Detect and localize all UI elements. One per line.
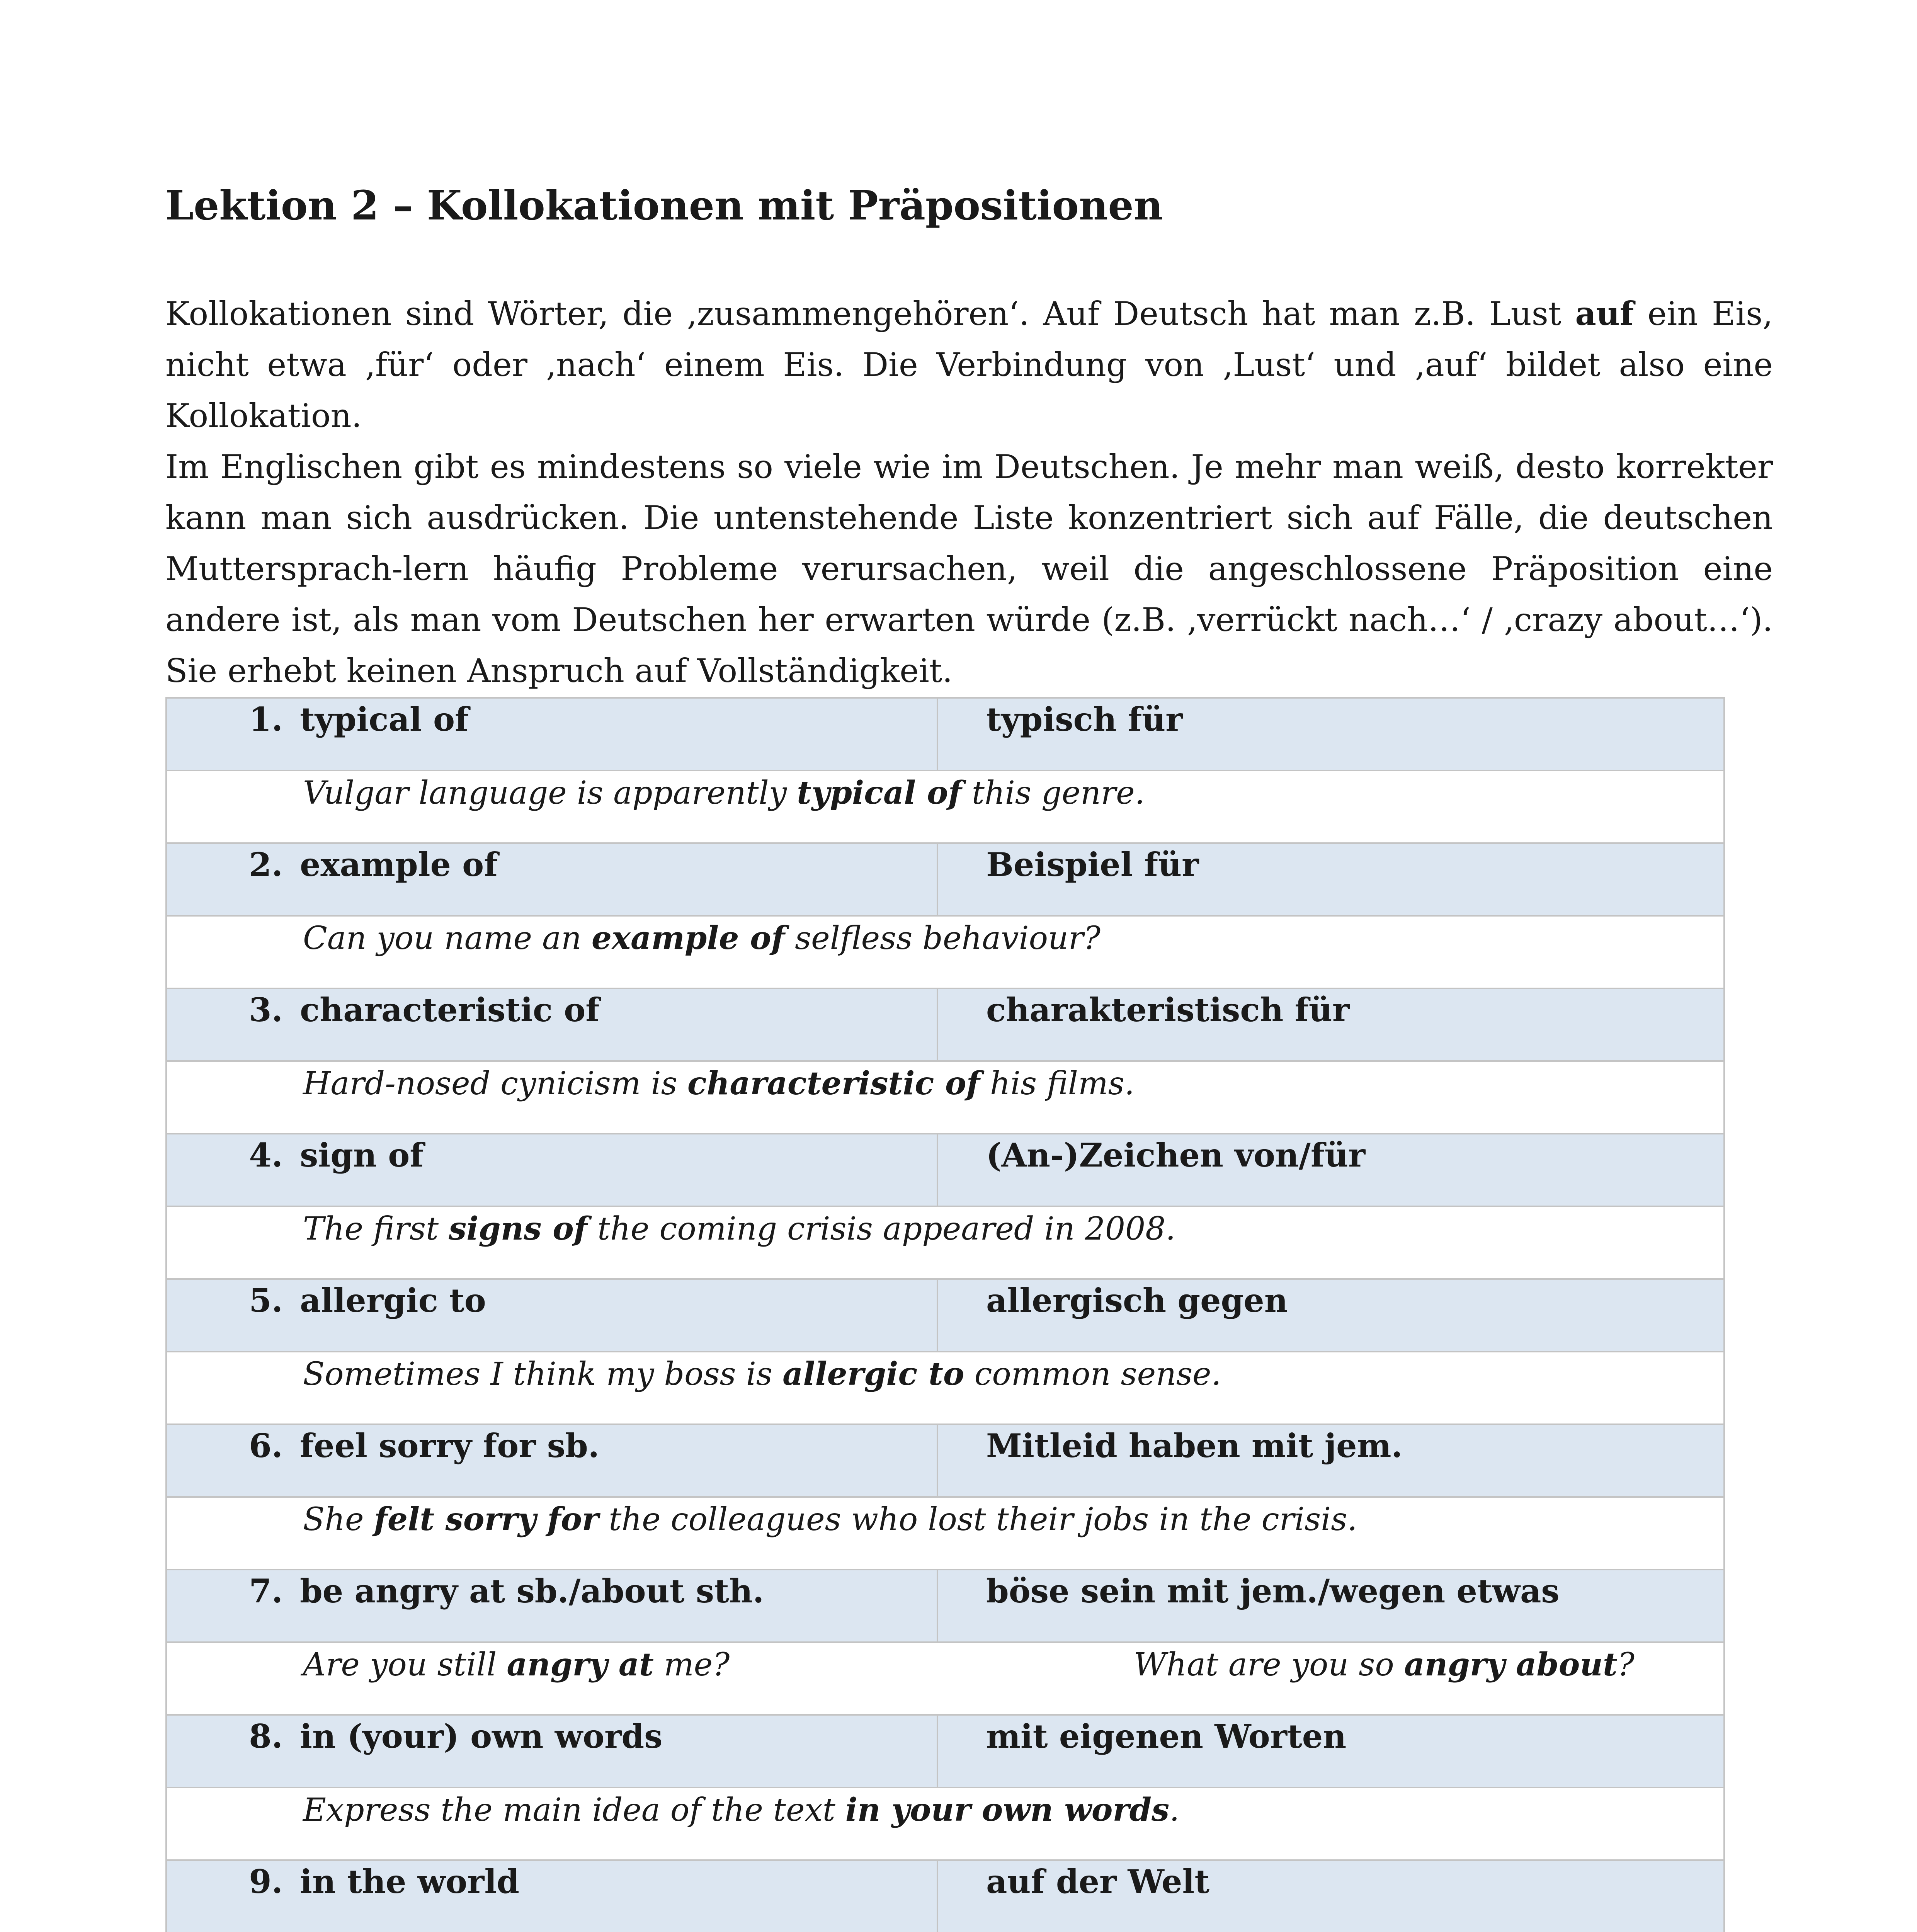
example-text: his films. [980,1065,1135,1102]
example-cell [166,1787,1724,1860]
example-sentence [167,1062,1135,1102]
german-term-cell [937,1134,1724,1206]
collocation-table [165,697,1725,1932]
term-row [166,1570,1724,1642]
entry-number: 6. [249,1427,283,1465]
example-cell [166,770,1724,843]
example-row [166,1497,1724,1570]
example-collocation: signs of [449,1210,588,1247]
example-collocation: typical of [797,774,962,811]
example-text: . [1169,1792,1180,1828]
german-term: allergisch gegen [986,1281,1288,1320]
example-sentence [167,771,1145,811]
example-text: me? [653,1646,730,1683]
example-cell [166,1352,1724,1424]
german-term-cell [937,1715,1724,1787]
example-text: What are you so [1134,1646,1404,1683]
term-row [166,1134,1724,1206]
example-text: Vulgar language is apparently [303,775,797,811]
example-text: the coming crisis appeared in 2008. [587,1211,1176,1247]
example-sentence-2 [1091,1643,1635,1683]
example-collocation: angry at [507,1646,654,1683]
english-term: be angry at sb./about sth. [300,1572,764,1610]
intro-p1-a: Kollokationen sind Wörter, die ‚zusammengehören‘. Auf Deutsch hat man z.B. Lust [165,295,1575,333]
german-term: Beispiel für [986,845,1199,884]
example-text: Are you still [303,1646,507,1683]
example-collocation: allergic to [782,1355,964,1393]
english-term: example of [300,845,498,884]
example-text: common sense. [964,1356,1221,1393]
english-term: sign of [300,1136,424,1174]
example-text: Express the main idea of the text [303,1792,845,1828]
english-term: typical of [300,700,469,738]
example-sentence [167,1643,1091,1683]
english-term-cell [166,988,937,1061]
example-sentence [167,1788,1179,1828]
example-text: Sometimes I think my boss is [303,1356,783,1393]
example-text: selfless behaviour? [785,920,1101,957]
entry-number: 9. [249,1862,283,1901]
english-term-cell [166,698,937,770]
term-row [166,843,1724,916]
example-text: this genre. [961,775,1145,811]
german-term: (An-)Zeichen von/für [986,1136,1366,1174]
intro-text [165,288,1773,696]
term-row [166,1424,1724,1497]
example-text: ? [1617,1646,1635,1683]
example-row [166,1787,1724,1860]
term-row [166,698,1724,770]
german-term-cell [937,988,1724,1061]
term-row [166,1860,1724,1932]
german-term-cell [937,1279,1724,1352]
entry-number: 3. [249,991,283,1029]
german-term-cell [937,1424,1724,1497]
german-term-cell [937,1860,1724,1932]
example-row [166,770,1724,843]
intro-p1-bold: auf [1575,294,1634,333]
intro-paragraph-1 [165,288,1773,441]
entry-number: 8. [249,1717,283,1755]
german-term: typisch für [986,700,1183,738]
german-term: charakteristisch für [986,991,1350,1029]
example-sentence [167,1498,1357,1538]
intro-p1-b: ein Eis, nicht etwa ‚für‘ oder ‚nach‘ einem Eis. Die Verbindung von ‚Lust‘ und ‚auf‘ bildet also eine Kollokation. [165,295,1773,435]
english-term-cell [166,1860,937,1932]
intro-paragraph-2: Im Englischen gibt es mindestens so viele wie im Deutschen. Je mehr man weiß, desto korrekter kann man sich ausdrücken. Die untenstehende Liste konzentriert sich auf Fälle, die deutschen Muttersprach-lern häufig Probleme verursachen, weil die angeschlossene Präposition eine andere ist, als man vom Deutschen her erwarten würde (z.B. ‚verrückt nach…‘ / ‚crazy about…‘). Sie erhebt keinen Anspruch auf Vollständigkeit. [165,448,1773,690]
term-row [166,988,1724,1061]
example-collocation: angry about [1404,1646,1618,1683]
german-term-cell [937,843,1724,916]
example-sentence [167,1207,1175,1247]
example-cell [166,1061,1724,1134]
english-term-cell [166,1715,937,1787]
english-term: in (your) own words [300,1717,663,1755]
german-term: mit eigenen Worten [986,1717,1347,1755]
example-text: Can you name an [303,920,592,957]
english-term-cell [166,1424,937,1497]
german-term-cell [937,1570,1724,1642]
example-sentence [167,1352,1221,1393]
example-row [166,1352,1724,1424]
english-term: allergic to [300,1281,486,1320]
english-term-cell [166,843,937,916]
example-cell [166,1206,1724,1279]
entry-number: 4. [249,1136,283,1174]
entry-number: 5. [249,1281,283,1320]
example-row [166,916,1724,988]
german-term: böse sein mit jem./wegen etwas [986,1572,1560,1610]
example-collocation: felt sorry for [374,1501,599,1538]
example-row [166,1642,1724,1715]
example-cell [166,916,1724,988]
german-term: Mitleid haben mit jem. [986,1427,1403,1465]
english-term-cell [166,1279,937,1352]
example-collocation: example of [591,920,785,957]
english-term: feel sorry for sb. [300,1427,599,1465]
entry-number: 1. [249,700,283,738]
example-collocation: characteristic of [687,1065,980,1102]
term-row [166,1279,1724,1352]
page-title: Lektion 2 – Kollokationen mit Präpositionen [165,182,1163,229]
entry-number: 7. [249,1572,283,1610]
english-term-cell [166,1570,937,1642]
german-term-cell [937,698,1724,770]
german-term: auf der Welt [986,1862,1210,1901]
english-term-cell [166,1134,937,1206]
example-cell [166,1642,1724,1715]
example-text: Hard-nosed cynicism is [303,1065,687,1102]
example-text: the colleagues who lost their jobs in the crisis. [599,1501,1357,1538]
term-row [166,1715,1724,1787]
example-collocation: in your own words [845,1791,1170,1828]
english-term: characteristic of [300,991,600,1029]
example-row [166,1061,1724,1134]
example-sentence [167,917,1101,957]
example-text: The first [303,1211,449,1247]
example-cell [166,1497,1724,1570]
example-text: She [303,1501,374,1538]
entry-number: 2. [249,845,283,884]
example-row [166,1206,1724,1279]
english-term: in the world [300,1862,520,1901]
